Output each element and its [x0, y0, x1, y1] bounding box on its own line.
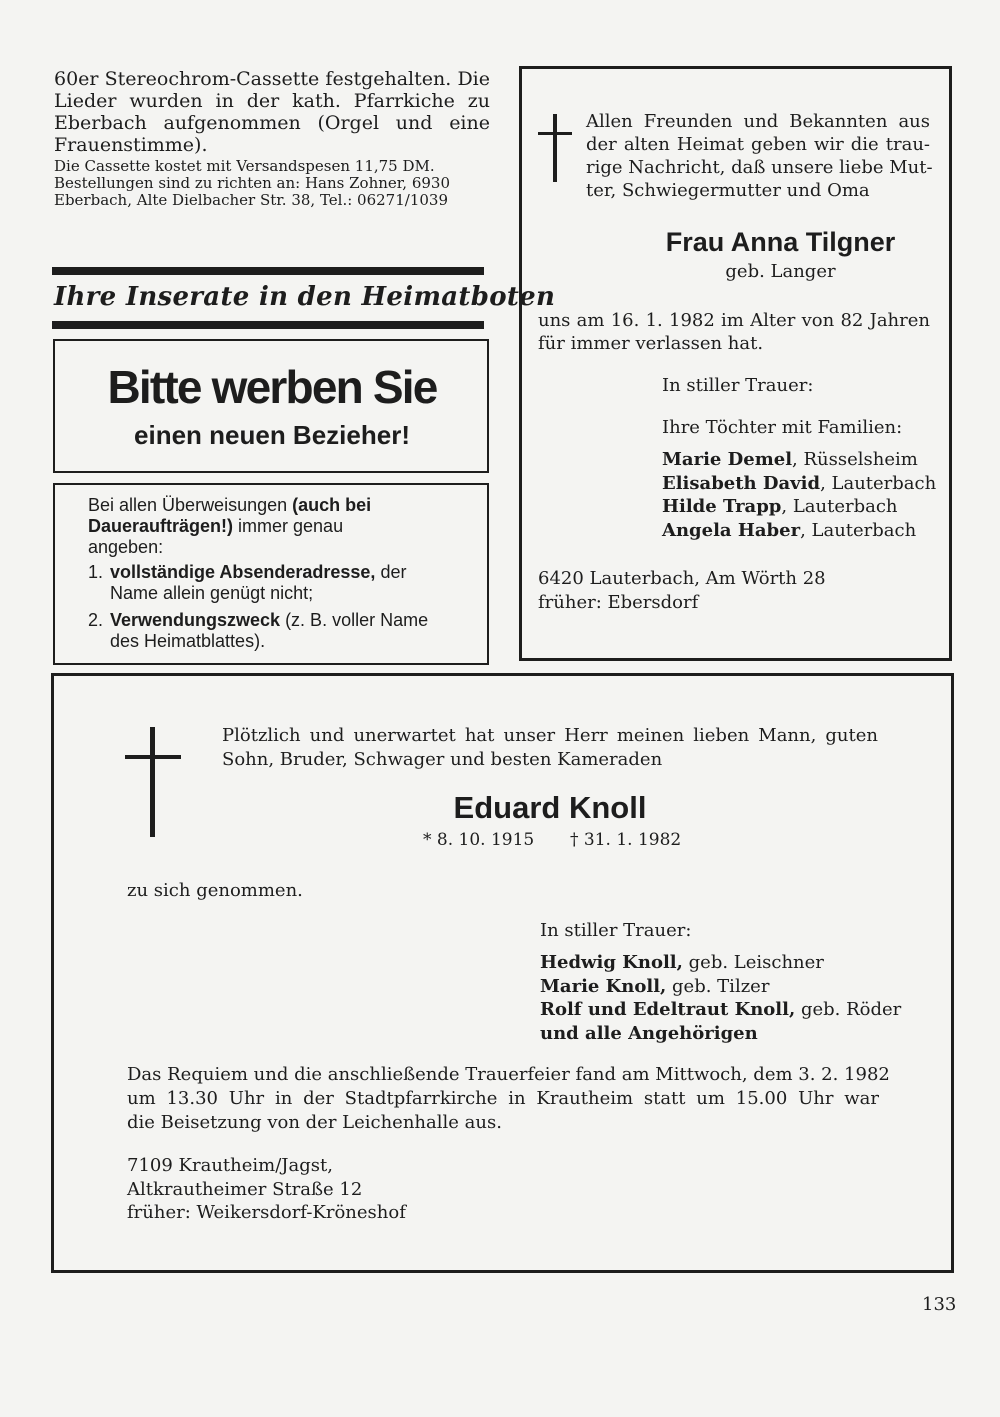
- tilgner-intro-2: der alten Heimat geben wir die trau-: [586, 134, 930, 155]
- banner-title: Ihre Inserate in den Heimatboten: [54, 282, 556, 312]
- transfer-line-1: Bei allen Überweisungen (auch bei: [88, 495, 372, 515]
- transfer-item-1-cont: Name allein genügt nicht;: [110, 583, 314, 603]
- mourner-item: Hilde Trapp, Lauterbach: [662, 496, 898, 517]
- ad-subline: einen neuen Bezieher!: [134, 420, 410, 450]
- knoll-mourners: [540, 951, 901, 1045]
- order-line-2: Bestellungen sind zu richten an: Hans Zohner, 6930: [54, 174, 451, 192]
- order-line-3: Eberbach, Alte Dielbacher Str. 38, Tel.: 06271/1039: [54, 191, 448, 209]
- intro-line-1: 60er Stereochrom-Cassette festgehalten. Die: [54, 68, 490, 90]
- intro-line-2: Lieder wurden in der kath. Pfarrkiche zu: [54, 90, 490, 112]
- knoll-address-3: früher: Weikersdorf-Kröneshof: [127, 1202, 406, 1223]
- mourner-item: Rolf und Edeltraut Knoll, geb. Röder: [540, 999, 902, 1020]
- knoll-intro-2: Sohn, Bruder, Schwager und besten Kameraden: [222, 749, 663, 770]
- tilgner-address-2: früher: Ebersdorf: [538, 592, 699, 613]
- ad-headline: Bitte werben Sie: [107, 361, 437, 413]
- order-line-1: Die Cassette kostet mit Versandspesen 11,75 DM.: [54, 157, 435, 175]
- transfer-item-2-cont: des Heimatblattes).: [110, 631, 266, 651]
- knoll-intro-1: Plötzlich und unerwartet hat unser Herr meinen lieben Mann, guten: [222, 725, 878, 746]
- tilgner-intro-4: ter, Schwiegermutter und Oma: [586, 180, 870, 201]
- mourner-item: Marie Knoll, geb. Tilzer: [540, 975, 770, 997]
- knoll-requiem-2: um 13.30 Uhr in der Stadtpfarrkirche in Krautheim statt um 15.00 Uhr war: [127, 1088, 879, 1109]
- banner-rule-top: [52, 267, 484, 275]
- tilgner-mourners: [662, 448, 936, 542]
- mourner-item: Elisabeth David, Lauterbach: [662, 472, 937, 494]
- cross-icon: [538, 114, 572, 182]
- transfer-line-3: angeben:: [88, 537, 164, 557]
- knoll-requiem-1: Das Requiem und die anschließende Trauerfeier fand am Mittwoch, dem 3. 2. 1982: [127, 1064, 890, 1085]
- tilgner-death-1: uns am 16. 1. 1982 im Alter von 82 Jahren: [538, 310, 930, 331]
- transfer-line-2: Daueraufträgen!) immer genau: [88, 516, 344, 536]
- tilgner-death-2: für immer verlassen hat.: [538, 333, 764, 354]
- transfer-item-2: 2. Verwendungszweck (z. B. voller Name: [88, 610, 429, 630]
- tilgner-mourning: In stiller Trauer:: [662, 375, 814, 396]
- knoll-born: * 8. 10. 1915: [423, 830, 535, 850]
- knoll-requiem-3: die Beisetzung von der Leichenhalle aus.: [127, 1112, 502, 1133]
- intro-line-4: Frauenstimme).: [54, 134, 208, 156]
- mourner-item: Hedwig Knoll, geb. Leischner: [540, 952, 824, 973]
- page-number: 133: [922, 1294, 957, 1315]
- mourner-item: Marie Demel, Rüsselsheim: [662, 449, 918, 470]
- knoll-address-2: Altkrautheimer Straße 12: [127, 1179, 363, 1200]
- knoll-address-1: 7109 Krautheim/Jagst,: [127, 1155, 333, 1176]
- tilgner-intro-1: Allen Freunden und Bekannten aus: [586, 111, 930, 132]
- intro-line-3: Eberbach aufgenommen (Orgel und eine: [54, 112, 490, 134]
- knoll-died: † 31. 1. 1982: [570, 830, 682, 850]
- banner-rule-bottom: [52, 321, 484, 329]
- transfer-item-1: 1. vollständige Absenderadresse, der: [88, 562, 407, 582]
- mourner-item: Angela Haber, Lauterbach: [662, 519, 917, 541]
- tilgner-address-1: 6420 Lauterbach, Am Wörth 28: [538, 568, 826, 589]
- transfer-instructions: [88, 495, 428, 652]
- knoll-mourning: In stiller Trauer:: [540, 920, 692, 941]
- knoll-name: Eduard Knoll: [453, 790, 647, 825]
- tilgner-intro-3: rige Nachricht, daß unsere liebe Mut-: [586, 157, 933, 178]
- tilgner-maiden: geb. Langer: [725, 261, 836, 282]
- cross-icon: [125, 727, 181, 837]
- tilgner-daughters-label: Ihre Töchter mit Familien:: [662, 417, 903, 438]
- knoll-taken: zu sich genommen.: [127, 880, 303, 901]
- mourner-item: und alle Angehörigen: [540, 1022, 758, 1044]
- tilgner-name: Frau Anna Tilgner: [665, 227, 896, 257]
